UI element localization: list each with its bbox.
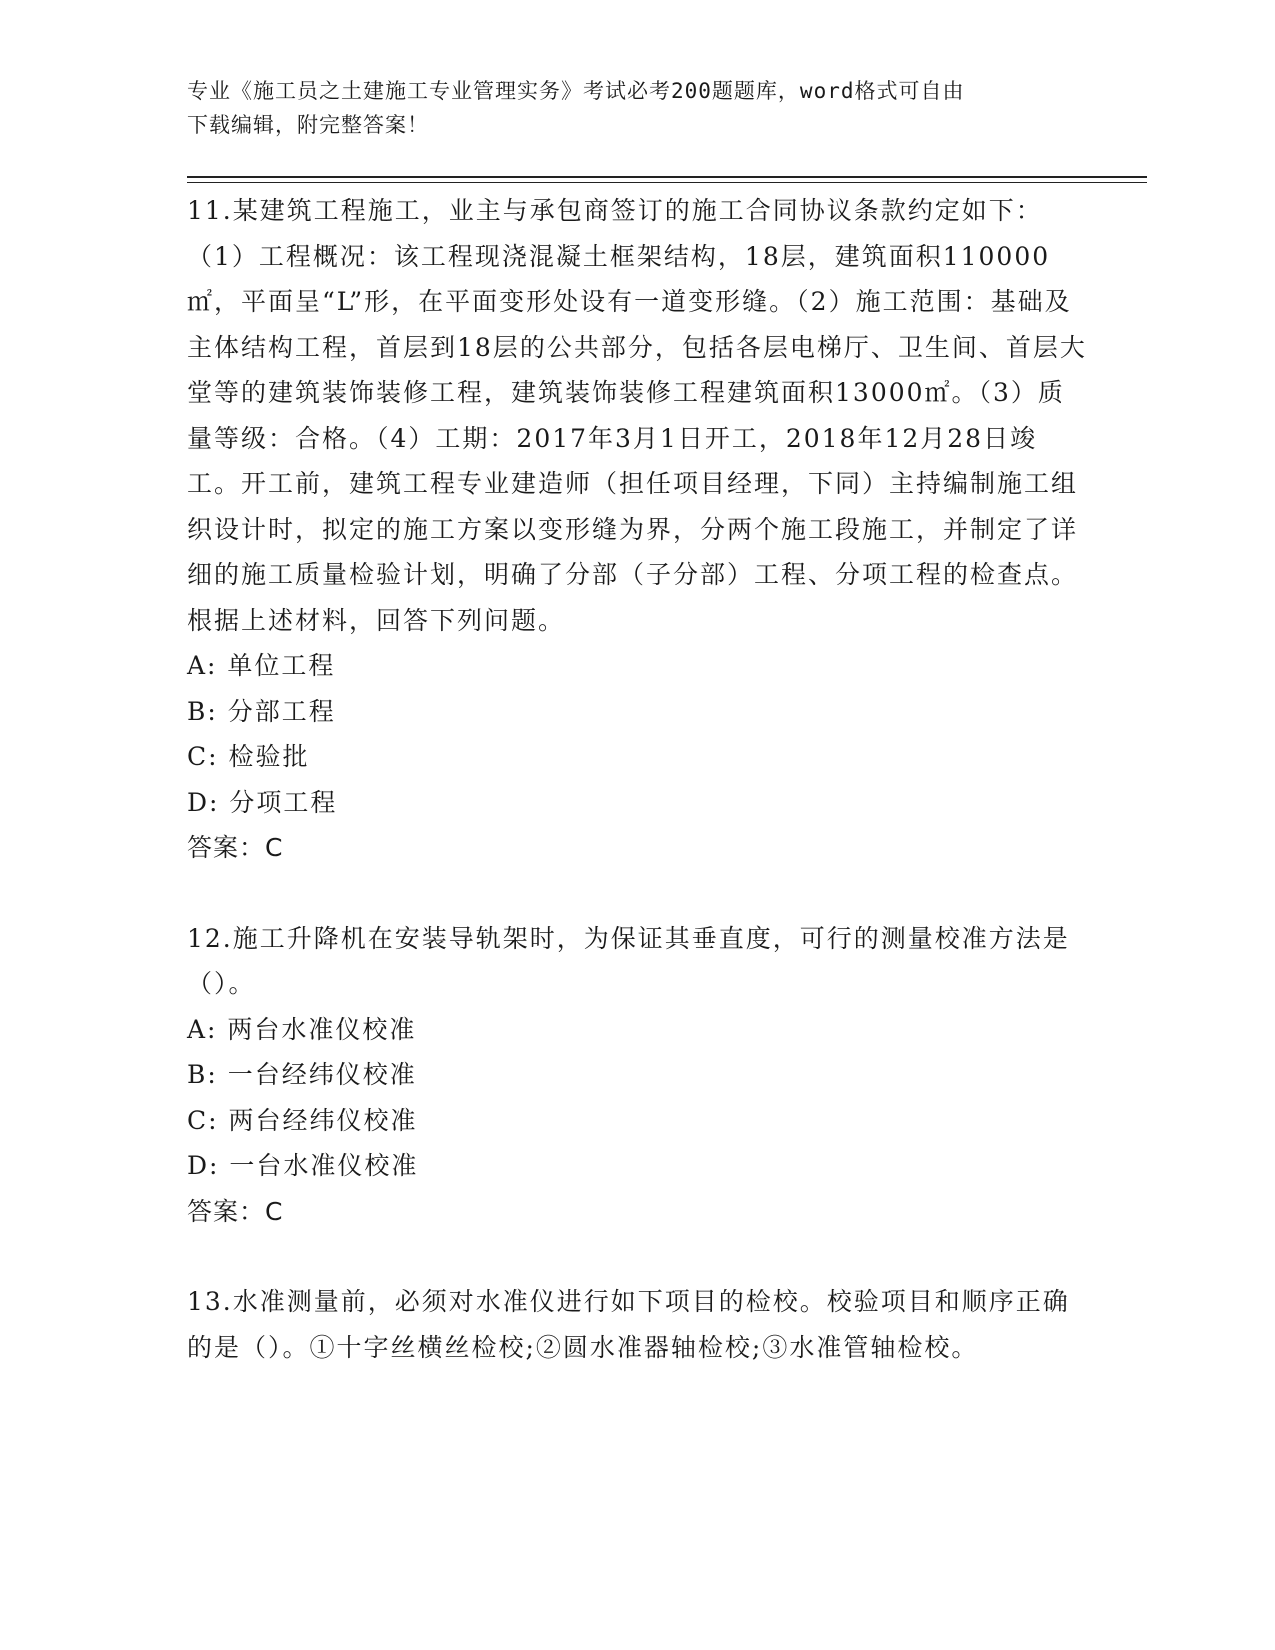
question-list [187, 188, 1087, 1370]
question-text: 13.水准测量前，必须对水准仪进行如下项目的检校。校验项目和顺序正确的是（）。①十字丝横丝检校;②圆水准器轴检校;③水准管轴检校。 [187, 1287, 1070, 1362]
option-a: A: 两台水准仪校准 [187, 1014, 417, 1044]
option-c: C: 两台经纬仪校准 [187, 1105, 418, 1135]
question-12 [187, 916, 1087, 1235]
option-a: A: 单位工程 [187, 651, 336, 680]
header-rule-thin [187, 182, 1147, 183]
answer: 答案：C [187, 1196, 284, 1226]
document-header [187, 74, 1067, 142]
option-b: B: 分部工程 [187, 696, 336, 726]
question-text: 11.某建筑工程施工，业主与承包商签订的施工合同协议条款约定如下：（1）工程概况：该工程现浇混凝土框架结构，18层，建筑面积110000㎡，平面呈“L”形，在平面变形处设有一道变形缝。（2）施工范围：基础及主体结构工程，首层到18层的公共部分，包括各层电梯厅、卫生间、首层大堂等的建筑装饰装修工程，建筑装饰装修工程建筑面积13000㎡。（3）质量等级：合格。（4）工期：2017年3月1日开工，2018年12月28日竣工。开工前，建筑工程专业建造师（担任项目经理，下同）主持编制施工组织设计时，拟定的施工方案以变形缝为界，分两个施工段施工，并制定了详细的施工质量检验计划，明确了分部（子分部）工程、分项工程的检查点。根据上述材料，回答下列问题。 [187, 196, 1087, 635]
header-line-2: 下载编辑，附完整答案！ [187, 113, 429, 137]
header-line-1: 专业《施工员之土建施工专业管理实务》考试必考200题题库，word格式可自由 [187, 79, 965, 103]
question-text: 12.施工升降机在安装导轨架时，为保证其垂直度，可行的测量校准方法是（）。 [187, 923, 1070, 998]
question-13 [187, 1279, 1087, 1370]
option-d: D: 一台水准仪校准 [187, 1151, 419, 1180]
question-11 [187, 188, 1087, 871]
option-d: D: 分项工程 [187, 787, 338, 817]
answer: 答案：C [187, 833, 284, 862]
option-c: C: 检验批 [187, 742, 310, 771]
header-rule-thick [187, 176, 1147, 178]
option-b: B: 一台经纬仪校准 [187, 1060, 417, 1089]
